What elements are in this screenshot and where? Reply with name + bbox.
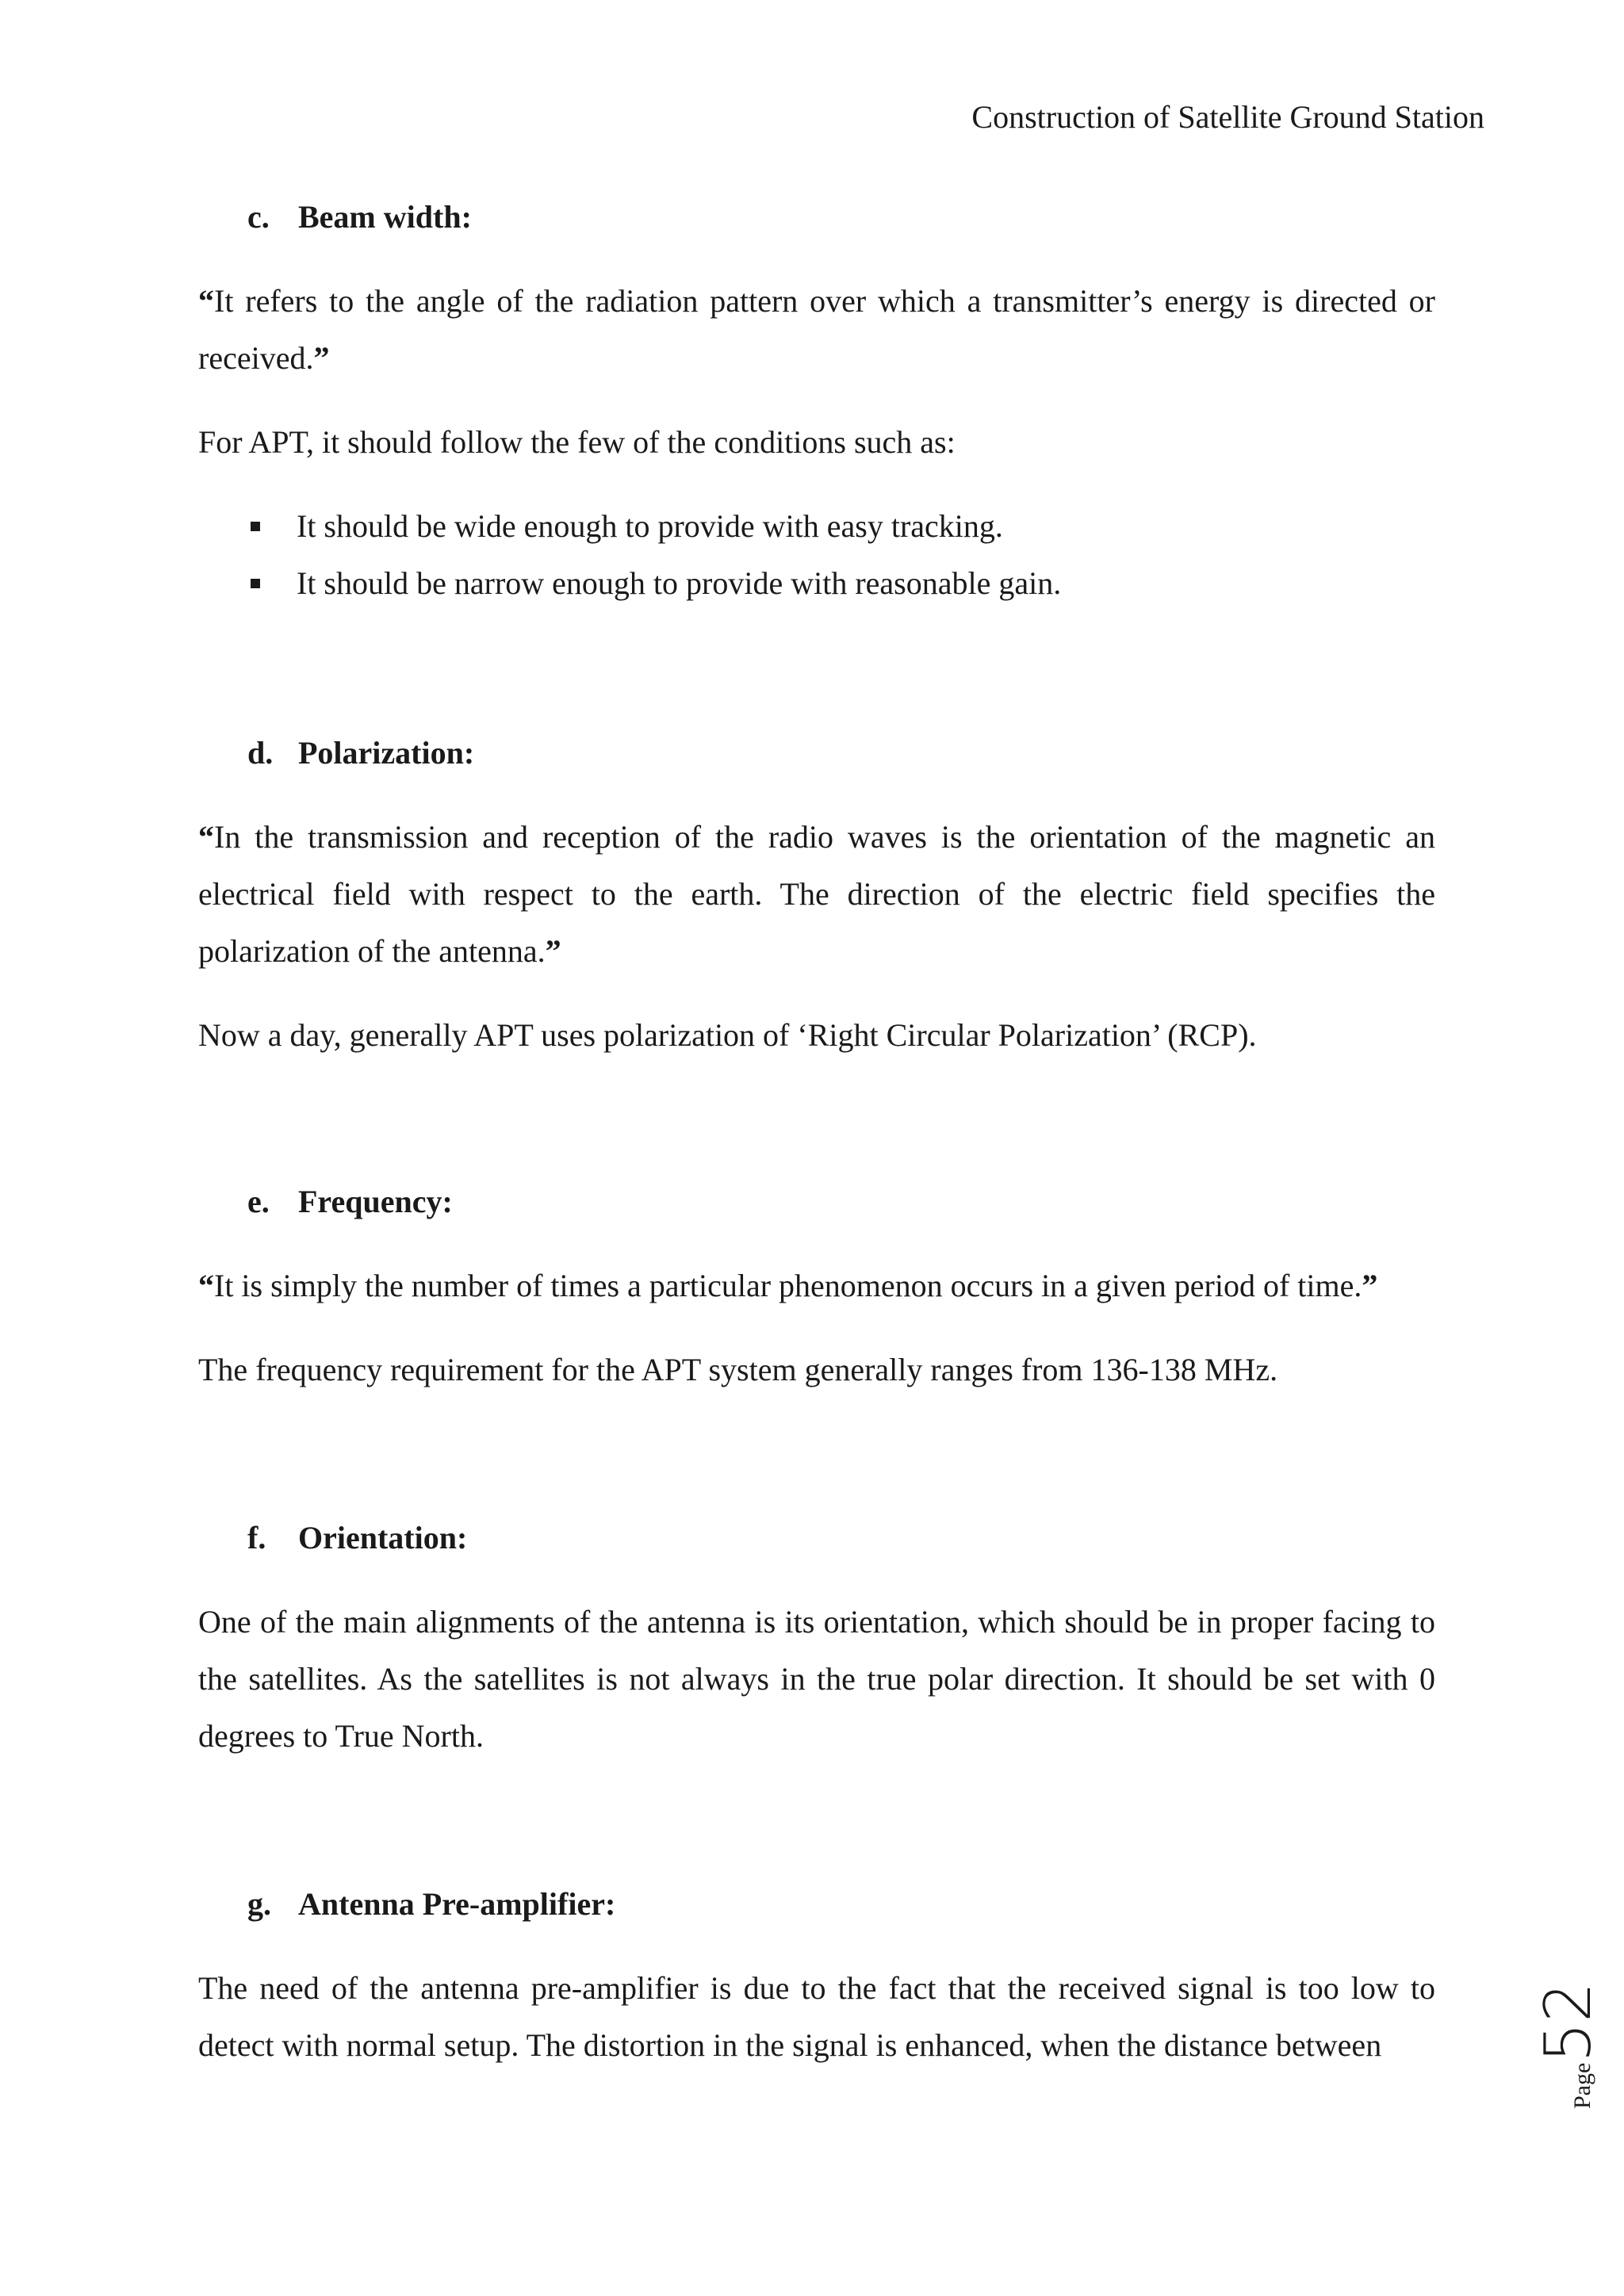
paragraph: The frequency requirement for the APT system generally ranges from 136-138 MHz. xyxy=(198,1352,1278,1387)
bullet-list xyxy=(198,498,1061,612)
quote-text: It refers to the angle of the radiation pattern over which a transmitter’s energy is directed or received. xyxy=(198,283,1435,376)
section-title: Beam width: xyxy=(298,199,472,235)
section-letter: e. xyxy=(247,1184,270,1219)
close-quote: ” xyxy=(313,340,330,376)
list-item-text: It should be narrow enough to provide with reasonable gain. xyxy=(297,565,1062,601)
square-bullet-icon xyxy=(251,579,260,588)
page-word: Page xyxy=(1569,2062,1595,2109)
paragraph: The need of the antenna pre-amplifier is due to the fact that the received signal is too low to detect with normal setup. The distortion in the signal is enhanced, when the distance between xyxy=(198,1970,1435,2063)
quote-text: It is simply the number of times a particular phenomenon occurs in a given period of time. xyxy=(214,1268,1362,1303)
running-header: Construction of Satellite Ground Station xyxy=(971,99,1484,135)
section-title: Antenna Pre-amplifier: xyxy=(298,1886,616,1922)
section-heading xyxy=(247,733,474,774)
quote-text: In the transmission and reception of the radio waves is the orientation of the magnetic an electrical field with respect to the earth. The direction of the electric field specifies the polarization of the antenna. xyxy=(198,819,1435,969)
section-heading xyxy=(247,1517,467,1559)
definition-quote xyxy=(198,809,1435,980)
list-item xyxy=(198,498,1061,555)
open-quote: “ xyxy=(198,1268,214,1303)
section-letter: d. xyxy=(247,735,274,771)
section-heading xyxy=(247,1181,453,1223)
page-number-rotated xyxy=(1531,1981,1605,2109)
section-heading xyxy=(247,1884,615,1925)
section-title: Orientation: xyxy=(298,1520,468,1556)
definition-quote xyxy=(198,1257,1435,1314)
definition-quote xyxy=(198,273,1435,387)
list-item-text: It should be wide enough to provide with easy tracking. xyxy=(297,508,1003,544)
section-title: Polarization: xyxy=(298,735,475,771)
close-quote: ” xyxy=(545,933,561,969)
paragraph: One of the main alignments of the antenna is its orientation, which should be in proper facing to the satellites. As the satellites is not always in the true polar direction. It should be set with 0 degrees to True North. xyxy=(198,1604,1435,1754)
section-heading xyxy=(247,197,472,238)
section-letter: c. xyxy=(247,199,270,235)
square-bullet-icon xyxy=(251,522,260,531)
section-letter: g. xyxy=(247,1886,271,1922)
paragraph: Now a day, generally APT uses polarization of ‘Right Circular Polarization’ (RCP). xyxy=(198,1017,1257,1053)
paragraph: For APT, it should follow the few of the conditions such as: xyxy=(198,424,956,460)
page-number xyxy=(1529,1974,1605,2109)
list-item xyxy=(198,555,1061,612)
close-quote: ” xyxy=(1362,1268,1378,1303)
page-number-value: 52 xyxy=(1531,1981,1605,2063)
section-title: Frequency: xyxy=(298,1184,453,1219)
section-letter: f. xyxy=(247,1520,266,1556)
open-quote: “ xyxy=(198,819,214,855)
open-quote: “ xyxy=(198,283,214,319)
